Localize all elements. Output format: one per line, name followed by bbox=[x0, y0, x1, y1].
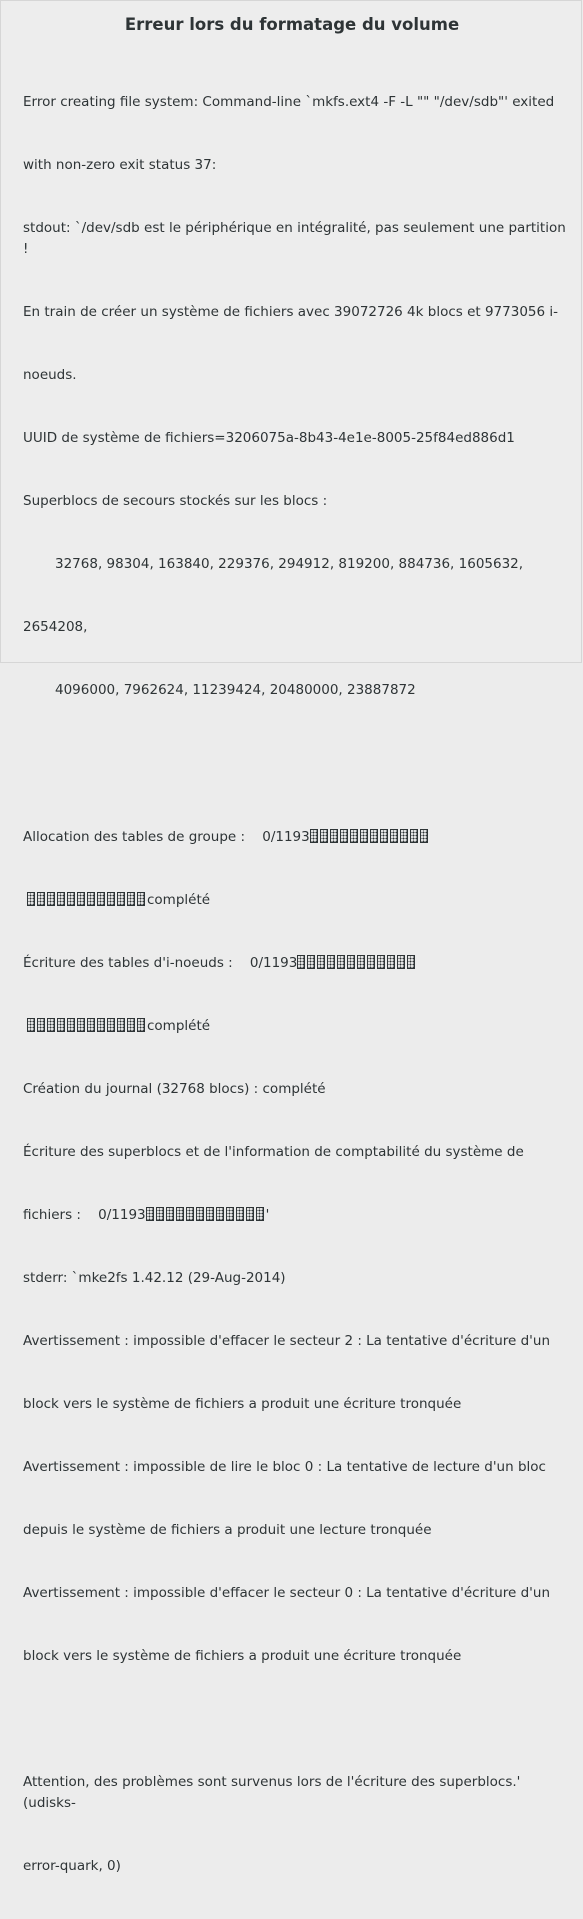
missing-glyph-box bbox=[297, 955, 305, 969]
message-line: error-quark, 0) bbox=[23, 1858, 121, 1874]
missing-glyph-box bbox=[320, 829, 328, 843]
missing-glyph-box bbox=[127, 1018, 135, 1032]
missing-glyph-box bbox=[340, 829, 348, 843]
missing-glyph-box bbox=[360, 829, 368, 843]
placeholder-glyphs bbox=[27, 1018, 147, 1033]
missing-glyph-box bbox=[216, 1207, 224, 1221]
error-message bbox=[23, 50, 571, 1919]
missing-glyph-box bbox=[87, 892, 95, 906]
message-line bbox=[23, 890, 568, 911]
placeholder-glyphs bbox=[27, 892, 147, 907]
message-line: 4096000, 7962624, 11239424, 20480000, 23887872 bbox=[55, 682, 416, 698]
missing-glyph-box bbox=[310, 829, 318, 843]
missing-glyph-box bbox=[57, 1018, 65, 1032]
message-line: En train de créer un système de fichiers avec 39072726 4k blocs et 9773056 i- bbox=[23, 304, 559, 320]
message-line bbox=[23, 953, 568, 974]
missing-glyph-box bbox=[256, 1207, 264, 1221]
message-line: depuis le système de fichiers a produit une lecture tronquée bbox=[23, 1522, 432, 1538]
missing-glyph-box bbox=[47, 892, 55, 906]
missing-glyph-box bbox=[317, 955, 325, 969]
missing-glyph-box bbox=[390, 829, 398, 843]
missing-glyph-box bbox=[367, 955, 375, 969]
message-text: ' bbox=[265, 1207, 270, 1223]
missing-glyph-box bbox=[97, 892, 105, 906]
missing-glyph-box bbox=[410, 829, 418, 843]
dialog-title: Erreur lors du formatage du volume bbox=[124, 15, 460, 34]
message-line: stderr: `mke2fs 1.42.12 (29-Aug-2014) bbox=[23, 1270, 286, 1286]
missing-glyph-box bbox=[107, 892, 115, 906]
missing-glyph-box bbox=[196, 1207, 204, 1221]
missing-glyph-box bbox=[37, 1018, 45, 1032]
message-line: Attention, des problèmes sont survenus lors de l'écriture des superblocs.' (udisks- bbox=[23, 1774, 525, 1811]
missing-glyph-box bbox=[246, 1207, 254, 1221]
missing-glyph-box bbox=[186, 1207, 194, 1221]
missing-glyph-box bbox=[57, 892, 65, 906]
message-line: noeuds. bbox=[23, 367, 77, 383]
message-line: Superblocs de secours stockés sur les blocs : bbox=[23, 493, 328, 509]
missing-glyph-box bbox=[107, 1018, 115, 1032]
missing-glyph-box bbox=[87, 1018, 95, 1032]
message-line bbox=[23, 1205, 568, 1226]
missing-glyph-box bbox=[337, 955, 345, 969]
placeholder-glyphs bbox=[146, 1207, 266, 1222]
missing-glyph-box bbox=[420, 829, 428, 843]
placeholder-glyphs bbox=[297, 955, 417, 970]
message-line bbox=[23, 1016, 568, 1037]
message-line: Écriture des superblocs et de l'information de comptabilité du système de bbox=[23, 1144, 524, 1160]
message-line: 2654208, bbox=[23, 619, 88, 635]
missing-glyph-box bbox=[350, 829, 358, 843]
missing-glyph-box bbox=[307, 955, 315, 969]
message-line: with non-zero exit status 37: bbox=[23, 157, 217, 173]
blank-line bbox=[23, 1709, 568, 1730]
missing-glyph-box bbox=[397, 955, 405, 969]
missing-glyph-box bbox=[37, 892, 45, 906]
missing-glyph-box bbox=[97, 1018, 105, 1032]
missing-glyph-box bbox=[27, 892, 35, 906]
missing-glyph-box bbox=[377, 955, 385, 969]
missing-glyph-box bbox=[357, 955, 365, 969]
missing-glyph-box bbox=[347, 955, 355, 969]
missing-glyph-box bbox=[327, 955, 335, 969]
message-line: Avertissement : impossible d'effacer le secteur 2 : La tentative d'écriture d'un bbox=[23, 1333, 551, 1349]
missing-glyph-box bbox=[206, 1207, 214, 1221]
missing-glyph-box bbox=[166, 1207, 174, 1221]
missing-glyph-box bbox=[117, 892, 125, 906]
missing-glyph-box bbox=[330, 829, 338, 843]
missing-glyph-box bbox=[176, 1207, 184, 1221]
missing-glyph-box bbox=[156, 1207, 164, 1221]
message-line: Error creating file system: Command-line `mkfs.ext4 -F -L "" "/dev/sdb"' exited bbox=[23, 94, 555, 110]
message-text: Allocation des tables de groupe : 0/1193 bbox=[23, 829, 310, 845]
missing-glyph-box bbox=[117, 1018, 125, 1032]
missing-glyph-box bbox=[67, 1018, 75, 1032]
message-line bbox=[23, 827, 568, 848]
missing-glyph-box bbox=[77, 892, 85, 906]
missing-glyph-box bbox=[387, 955, 395, 969]
message-line: Avertissement : impossible d'effacer le secteur 0 : La tentative d'écriture d'un bbox=[23, 1585, 551, 1601]
missing-glyph-box bbox=[47, 1018, 55, 1032]
missing-glyph-box bbox=[370, 829, 378, 843]
missing-glyph-box bbox=[407, 955, 415, 969]
blank-line bbox=[23, 743, 568, 764]
message-line: stdout: `/dev/sdb est le périphérique en intégralité, pas seulement une partition ! bbox=[23, 220, 571, 257]
message-text: complété bbox=[147, 892, 211, 908]
placeholder-glyphs bbox=[310, 829, 430, 844]
missing-glyph-box bbox=[380, 829, 388, 843]
message-line: UUID de système de fichiers=3206075a-8b43-4e1e-8005-25f84ed886d1 bbox=[23, 430, 515, 446]
message-text: complété bbox=[147, 1018, 211, 1034]
missing-glyph-box bbox=[67, 892, 75, 906]
message-line: Avertissement : impossible de lire le bloc 0 : La tentative de lecture d'un bloc bbox=[23, 1459, 546, 1475]
missing-glyph-box bbox=[27, 1018, 35, 1032]
message-line: block vers le système de fichiers a produit une écriture tronquée bbox=[23, 1648, 462, 1664]
missing-glyph-box bbox=[236, 1207, 244, 1221]
message-text: fichiers : 0/1193 bbox=[23, 1207, 146, 1223]
message-line: block vers le système de fichiers a produit une écriture tronquée bbox=[23, 1396, 462, 1412]
message-line: Création du journal (32768 blocs) : complété bbox=[23, 1081, 326, 1097]
message-text: Écriture des tables d'i-noeuds : 0/1193 bbox=[23, 955, 298, 971]
missing-glyph-box bbox=[400, 829, 408, 843]
message-line: 32768, 98304, 163840, 229376, 294912, 819200, 884736, 1605632, bbox=[55, 556, 524, 572]
missing-glyph-box bbox=[137, 1018, 145, 1032]
missing-glyph-box bbox=[137, 892, 145, 906]
missing-glyph-box bbox=[226, 1207, 234, 1221]
missing-glyph-box bbox=[146, 1207, 154, 1221]
missing-glyph-box bbox=[77, 1018, 85, 1032]
missing-glyph-box bbox=[127, 892, 135, 906]
